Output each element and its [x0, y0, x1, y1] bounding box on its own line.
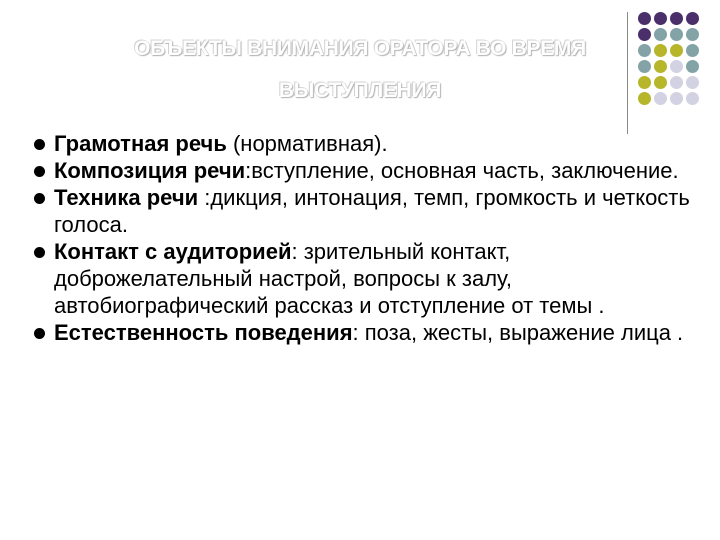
decorative-dot [670, 60, 683, 73]
bullet-heading: Контакт с аудиторией [54, 239, 292, 264]
decorative-dot-grid [638, 12, 714, 108]
decorative-dot [654, 60, 667, 73]
decorative-dot [638, 12, 651, 25]
bullet-text: : поза, жесты, выражение лица . [352, 320, 684, 345]
bullet-heading: Композиция речи [54, 158, 246, 183]
decorative-dot [686, 28, 699, 41]
slide-title-line-1: ОБЪЕКТЫ ВНИМАНИЯ ОРАТОРА ВО ВРЕМЯ [134, 37, 586, 60]
bullet-item-grammar [34, 130, 694, 157]
decorative-dot [670, 12, 683, 25]
bullet-heading: Грамотная речь [54, 131, 227, 156]
bullet-item-technique [34, 184, 694, 238]
bullet-text: :дикция, интонация, темп, громкость и четкость голоса. [54, 185, 690, 237]
bullet-text: :вступление, основная часть, заключение. [245, 158, 679, 183]
decorative-dot [654, 28, 667, 41]
decorative-dot [638, 76, 651, 89]
decorative-dot [638, 60, 651, 73]
decorative-dot [686, 12, 699, 25]
decorative-dot [654, 44, 667, 57]
decorative-dot [638, 44, 651, 57]
decorative-dot [686, 76, 699, 89]
bullet-dot-icon [34, 166, 45, 177]
decorative-dot [686, 60, 699, 73]
decorative-dot [654, 92, 667, 105]
bullet-item-composition [34, 157, 694, 184]
bullet-item-audience-contact [34, 238, 694, 319]
bullet-dot-icon [34, 247, 45, 258]
bullet-item-naturalness [34, 319, 694, 346]
decorative-dot [638, 92, 651, 105]
bullet-heading: Техника речи [54, 185, 199, 210]
bullet-dot-icon [34, 328, 45, 339]
decorative-vertical-line [627, 12, 628, 134]
slide-title-line-2: ВЫСТУПЛЕНИЯ [278, 79, 442, 102]
bullet-text: (нормативная). [226, 131, 388, 156]
decorative-dot [670, 28, 683, 41]
decorative-dot [686, 92, 699, 105]
decorative-dot [670, 44, 683, 57]
slide-title [95, 28, 625, 112]
bullet-text: : зрительный контакт, доброжелательный настрой, вопросы к залу, автобиографический рассказ и отступление от темы . [54, 239, 605, 318]
decorative-dot [670, 76, 683, 89]
decorative-dot [670, 92, 683, 105]
bullet-list [34, 130, 694, 346]
decorative-dot [654, 12, 667, 25]
decorative-dot [686, 44, 699, 57]
bullet-heading: Естественность поведения [54, 320, 353, 345]
decorative-dot [638, 28, 651, 41]
bullet-dot-icon [34, 139, 45, 150]
decorative-dot [654, 76, 667, 89]
bullet-dot-icon [34, 193, 45, 204]
